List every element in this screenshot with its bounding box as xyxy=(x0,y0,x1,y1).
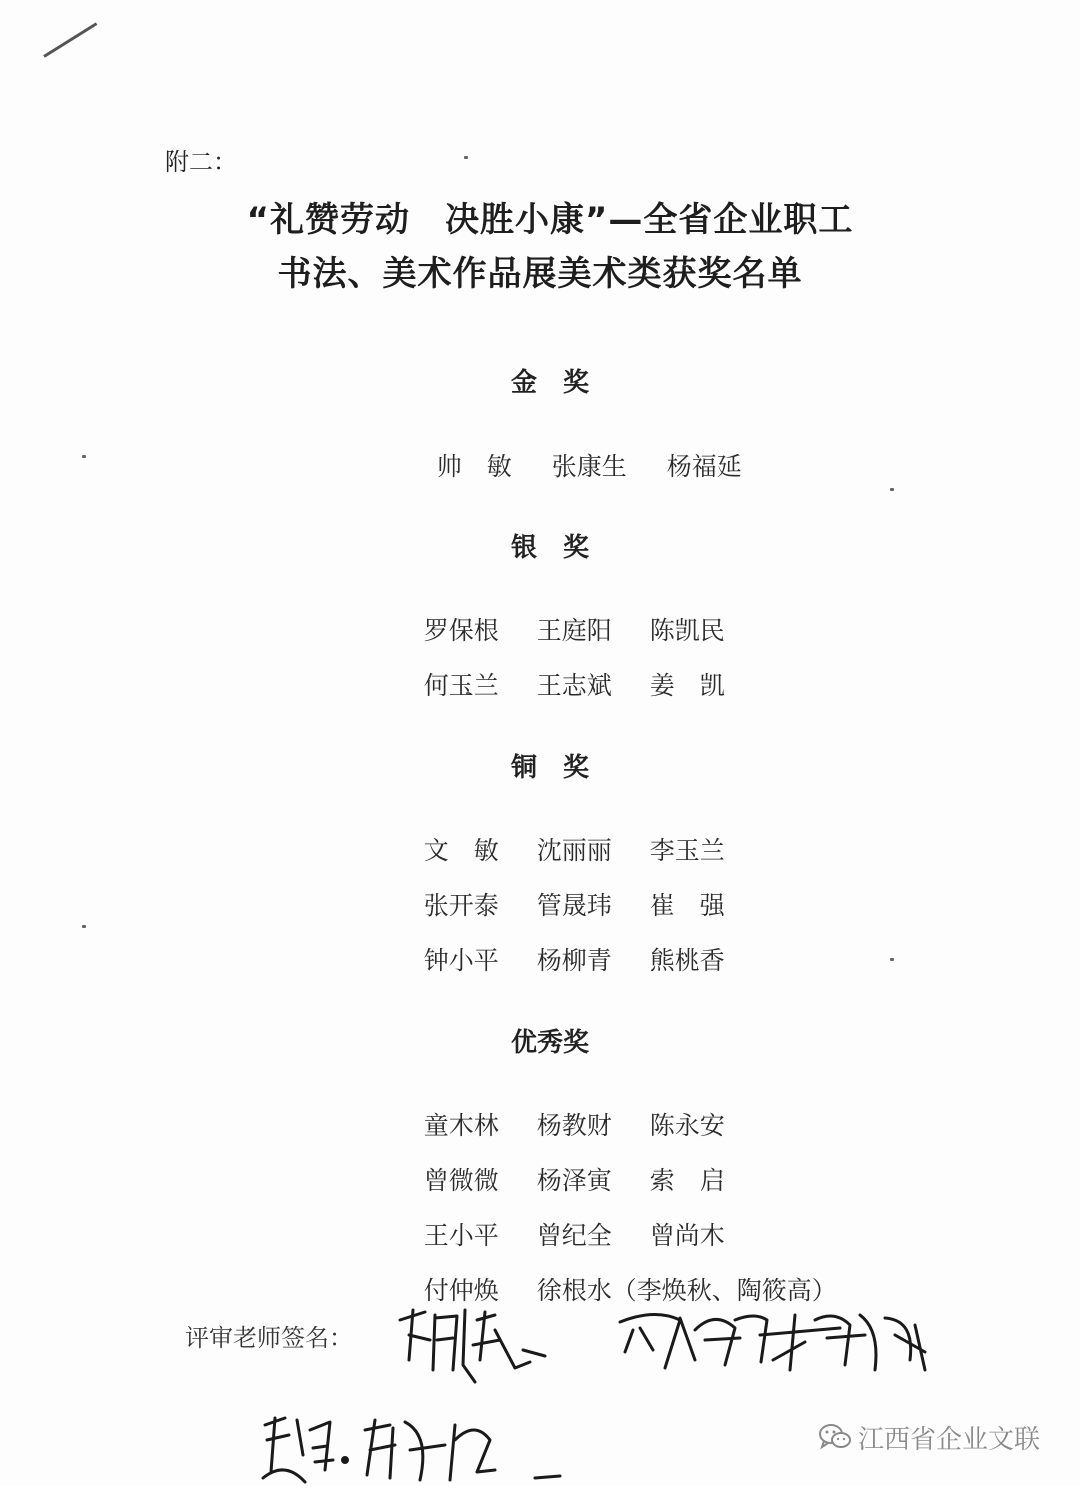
wechat-icon xyxy=(818,1422,852,1452)
awardee-name: 管晟玮 xyxy=(536,891,612,920)
awardee-name: 徐根水（李焕秋、陶筱高） xyxy=(536,1276,837,1305)
awardee-name: 何玉兰 xyxy=(423,671,499,700)
awardee-name: 杨教财 xyxy=(536,1111,612,1140)
scan-dot xyxy=(464,156,468,159)
awardee-name: 杨柳青 xyxy=(536,946,612,975)
awardee-name: 文 敏 xyxy=(423,836,499,865)
awardee-name: 熊桃香 xyxy=(649,946,725,975)
awardee-name: 李玉兰 xyxy=(649,836,725,865)
scan-dot xyxy=(890,488,894,491)
award-names-row xyxy=(392,637,763,731)
document-title-line-1: “礼赞劳动 决胜小康”—全省企业职工 xyxy=(246,200,854,240)
awardee-name: 崔 强 xyxy=(649,891,725,920)
attachment-label: 附二： xyxy=(165,148,237,176)
scan-mark xyxy=(43,22,97,57)
award-names-row xyxy=(405,418,782,512)
awardee-name: 曾纪全 xyxy=(536,1221,612,1250)
awardee-name: 王庭阳 xyxy=(536,616,612,645)
awardee-name: 陈永安 xyxy=(649,1111,725,1140)
awardee-name: 王志斌 xyxy=(536,671,612,700)
scan-dot xyxy=(890,958,894,961)
awardee-name: 杨泽寅 xyxy=(536,1166,612,1195)
awardee-name: 童木林 xyxy=(423,1111,499,1140)
judges-signature-label: 评审老师签名： xyxy=(185,1324,353,1352)
awardee-name: 王小平 xyxy=(423,1221,499,1250)
document-title-line-2: 书法、美术作品展美术类获奖名单 xyxy=(277,254,803,294)
award-names-row xyxy=(392,912,763,1006)
awardee-name: 曾尚木 xyxy=(649,1221,725,1250)
wechat-watermark xyxy=(818,1420,1040,1454)
judges-handwritten-signatures xyxy=(395,1290,955,1400)
excellence-award-heading: 优秀奖 xyxy=(510,1028,589,1058)
awardee-name: 罗保根 xyxy=(423,616,499,645)
awardee-name: 张开泰 xyxy=(423,891,499,920)
awardee-name: 姜 凯 xyxy=(649,671,725,700)
silver-award-heading: 银 奖 xyxy=(510,533,589,563)
scan-dot xyxy=(82,925,86,928)
watermark-text: 江西省企业文联 xyxy=(858,1424,1041,1455)
awardee-name: 索 启 xyxy=(649,1166,725,1195)
awardee-name: 张康生 xyxy=(551,452,627,481)
awardee-name: 曾微微 xyxy=(423,1166,499,1195)
scan-dot xyxy=(82,455,86,458)
awardee-name: 付仲焕 xyxy=(423,1276,499,1305)
awardee-name: 沈丽丽 xyxy=(536,836,612,865)
bronze-award-heading: 铜 奖 xyxy=(510,753,589,783)
awardee-name: 帅 敏 xyxy=(436,452,512,481)
awardee-name: 杨福延 xyxy=(666,452,742,481)
awardee-name: 钟小平 xyxy=(423,946,499,975)
chief-review-handwritten xyxy=(255,1400,565,1490)
gold-award-heading: 金 奖 xyxy=(510,368,589,398)
awardee-name: 陈凯民 xyxy=(649,616,725,645)
